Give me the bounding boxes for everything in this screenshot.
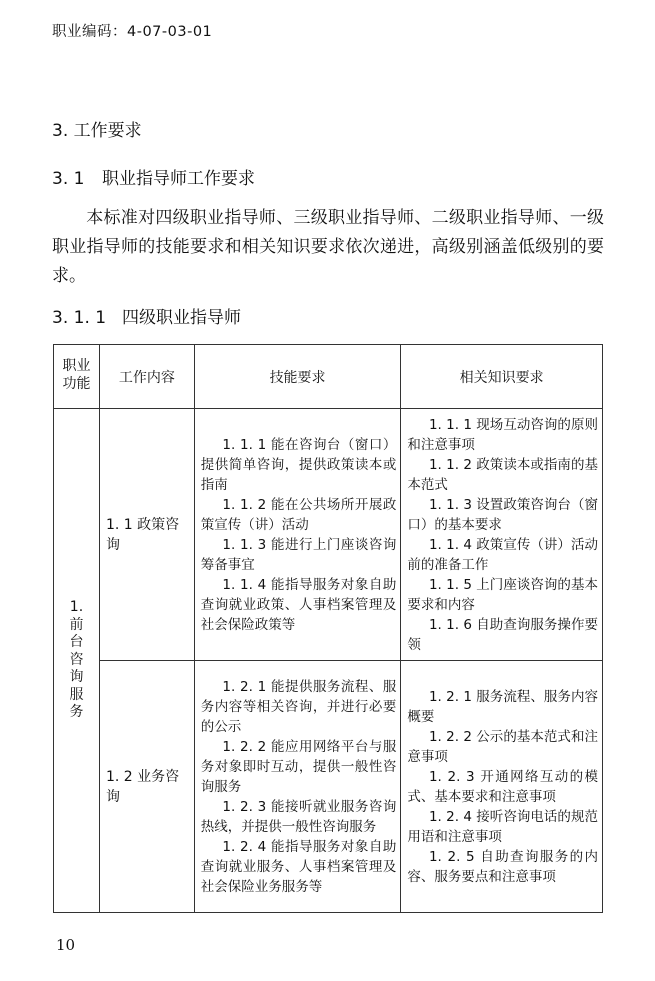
section-number: 3. 1. 1 — [52, 308, 107, 328]
work-content-cell: 1. 1 政策咨询 — [99, 409, 194, 661]
section-number: 3. 1 — [52, 169, 85, 189]
header-skill: 技能要求 — [194, 345, 401, 409]
skills-cell — [194, 661, 401, 913]
section-title: 职业指导师工作要求 — [102, 169, 255, 189]
skill-item: 1. 2. 2 能应用网络平台与服务对象即时互动，提供一般性咨询服务 — [200, 738, 397, 795]
knowledge-item: 1. 2. 5 自助查询服务的内容、服务要点和注意事项 — [407, 848, 598, 885]
work-content-cell: 1. 2 业务咨询 — [99, 661, 194, 913]
knowledge-item: 1. 1. 2 政策读本或指南的基本范式 — [407, 456, 598, 493]
skill-item: 1. 1. 3 能进行上门座谈咨询筹备事宜 — [200, 536, 397, 573]
function-label: 1.前台咨询服务 — [69, 599, 84, 721]
header-work-content: 工作内容 — [99, 345, 194, 409]
occupation-code: 职业编码：4-07-03-01 — [52, 24, 213, 40]
knowledge-item: 1. 2. 2 公示的基本范式和注意事项 — [407, 728, 598, 765]
skill-item: 1. 2. 4 能指导服务对象自助查询就业服务、人事档案管理及社会保险业务服务等 — [200, 838, 397, 895]
function-cell — [54, 409, 100, 913]
section-heading-3-1-1 — [52, 303, 241, 328]
table-header-row — [54, 345, 603, 409]
knowledge-item: 1. 1. 4 政策宣传（讲）活动前的准备工作 — [407, 536, 598, 573]
section-heading-3: 3. 工作要求 — [52, 121, 142, 141]
table-row — [54, 409, 603, 661]
knowledge-item: 1. 2. 3 开通网络互动的模式、基本要求和注意事项 — [407, 768, 598, 805]
knowledge-item: 1. 1. 6 自助查询服务操作要领 — [407, 616, 598, 653]
knowledge-cell — [401, 409, 603, 661]
skills-cell — [194, 409, 401, 661]
section-title: 四级职业指导师 — [122, 308, 241, 328]
skill-item: 1. 2. 3 能接听就业服务咨询热线，并提供一般性咨询服务 — [200, 798, 397, 835]
knowledge-item: 1. 2. 1 服务流程、服务内容概要 — [407, 688, 598, 725]
intro-text: 本标准对四级职业指导师、三级职业指导师、二级职业指导师、一级职业指导师的技能要求和相关知识要求依次递进，高级别涵盖低级别的要求。 — [52, 208, 604, 286]
header-function: 职业功能 — [54, 345, 100, 409]
knowledge-item: 1. 1. 3 设置政策咨询台（窗口）的基本要求 — [407, 496, 598, 533]
knowledge-item: 1. 1. 1 现场互动咨询的原则和注意事项 — [407, 416, 598, 453]
intro-paragraph — [52, 204, 604, 291]
skill-item: 1. 1. 1 能在咨询台（窗口）提供简单咨询，提供政策读本或指南 — [200, 436, 397, 493]
skill-item: 1. 1. 2 能在公共场所开展政策宣传（讲）活动 — [200, 496, 397, 533]
knowledge-cell — [401, 661, 603, 913]
knowledge-item: 1. 2. 4 接听咨询电话的规范用语和注意事项 — [407, 808, 598, 845]
section-heading-3-1 — [52, 164, 255, 189]
page-number: 10 — [56, 936, 76, 954]
requirements-table — [53, 344, 603, 913]
skill-item: 1. 2. 1 能提供服务流程、服务内容等相关咨询，并进行必要的公示 — [200, 678, 397, 735]
table-row — [54, 661, 603, 913]
knowledge-item: 1. 1. 5 上门座谈咨询的基本要求和内容 — [407, 576, 598, 613]
header-knowledge: 相关知识要求 — [401, 345, 603, 409]
skill-item: 1. 1. 4 能指导服务对象自助查询就业政策、人事档案管理及社会保险政策等 — [200, 576, 397, 633]
